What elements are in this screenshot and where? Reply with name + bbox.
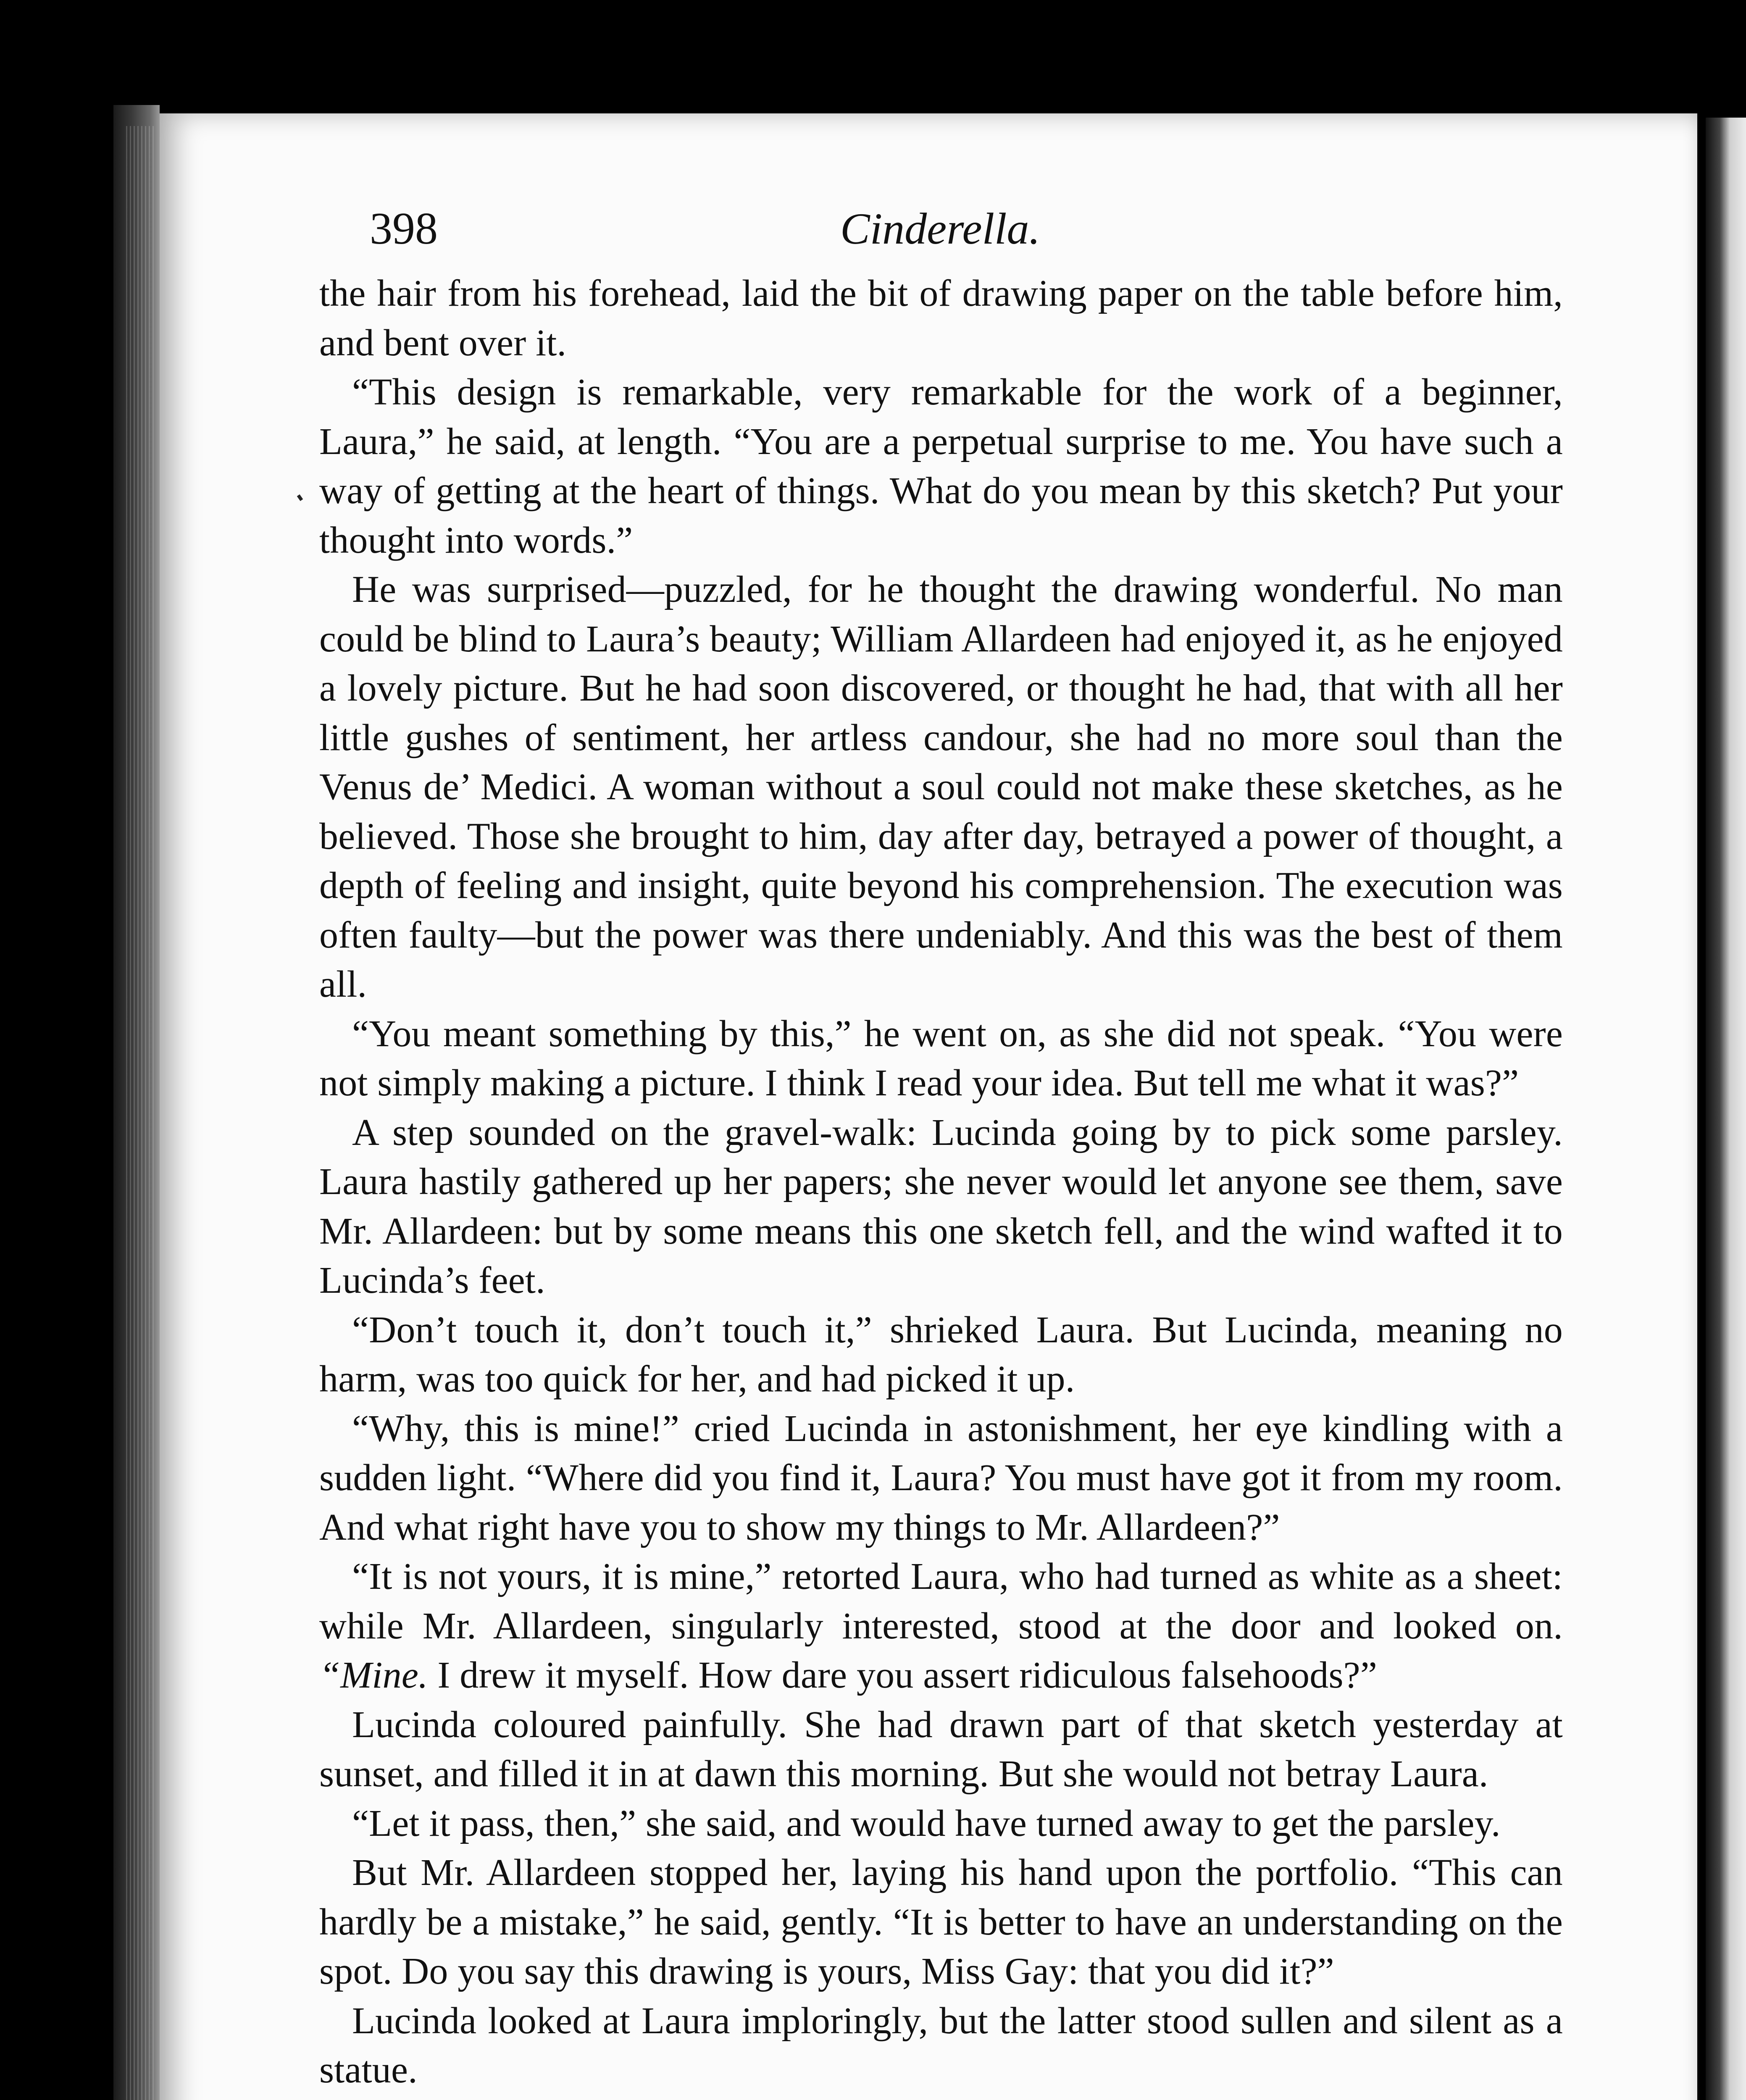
- page-edges: [126, 126, 155, 2100]
- text-run: Lucinda coloured painfully. She had drawn part of that sketch yesterday at sunset, and filled it in at dawn this morning. But she would not betray Laura.: [319, 1704, 1563, 1795]
- paragraph: [319, 1700, 1563, 1799]
- text-run: “It is not yours, it is mine,” retorted Laura, who had turned as white as a sheet: while Mr. Allardeen, singularly interested, stood at the door and looked on.: [319, 1556, 1563, 1647]
- facing-page-edge: [1706, 118, 1746, 2100]
- running-head: [370, 197, 1538, 260]
- paragraph: [319, 368, 1563, 565]
- paragraph: [319, 1848, 1563, 1996]
- text-run: “Why, this is mine!” cried Lucinda in astonishment, her eye kindling with a sudden light. “Where did you find it, Laura? You must have got it from my room. And what right have you to show my things to Mr. Allardeen?”: [319, 1407, 1563, 1548]
- text-run: “Let it pass, then,” she said, and would have turned away to get the parsley.: [352, 1802, 1501, 1844]
- paragraph: [319, 1305, 1563, 1404]
- running-title: Cinderella.: [840, 204, 1040, 253]
- page-number: 398: [370, 204, 438, 254]
- body-text: [319, 269, 1563, 2095]
- paragraph: [319, 1404, 1563, 1552]
- text-run: But Mr. Allardeen stopped her, laying his hand upon the portfolio. “This can hardly be a mistake,” he said, gently. “It is better to have an understanding on the spot. Do you say this drawing is yours, Miss Gay: that you did it?”: [319, 1852, 1563, 1992]
- paragraph: [319, 565, 1563, 1009]
- paragraph: [319, 1799, 1563, 1848]
- paragraph: [319, 1108, 1563, 1305]
- text-run: “Don’t touch it, don’t touch it,” shrieked Laura. But Lucinda, meaning no harm, was too quick for her, and had picked it up.: [319, 1309, 1563, 1400]
- text-run: Lucinda looked at Laura imploringly, but the latter stood sullen and silent as a statue.: [319, 2000, 1563, 2091]
- text-run: “This design is remarkable, very remarkable for the work of a beginner, Laura,” he said, at length. “You are a perpetual surprise to me. You have such a way of getting at the heart of things. What do you mean by this sketch? Put your thought into words.”: [319, 371, 1563, 561]
- paragraph: [319, 269, 1563, 368]
- text-run: the hair from his forehead, laid the bit of drawing paper on the table before him, and bent over it.: [319, 273, 1563, 364]
- paragraph: [319, 1996, 1563, 2095]
- paragraph: [319, 1552, 1563, 1700]
- text-run: I drew it myself. How dare you assert ridiculous falsehoods?”: [428, 1654, 1377, 1696]
- italic-text: “Mine.: [319, 1654, 428, 1696]
- text-run: “You meant something by this,” he went on, as she did not speak. “You were not simply making a picture. I think I read your idea. But tell me what it was?”: [319, 1013, 1563, 1104]
- paragraph: [319, 1009, 1563, 1108]
- text-run: A step sounded on the gravel-walk: Lucinda going by to pick some parsley. Laura hastily gathered up her papers; she never would let anyone see them, save Mr. Allardeen: but by some means this one sketch fell, and the wind wafted it to Lucinda’s feet.: [319, 1111, 1563, 1301]
- text-run: He was surprised—puzzled, for he thought the drawing wonderful. No man could be blind to Laura’s beauty; William Allardeen had enjoyed it, as he enjoyed a lovely picture. But he had soon discovered, or thought he had, that with all her little gushes of sentiment, her artless candour, she had no more soul than the Venus de’ Medici. A woman without a soul could not make these sketches, as he believed. Those she brought to him, day after day, betrayed a power of thought, a depth of feeling and insight, quite beyond his comprehension. The execution was often faulty—but the power was there undeniably. And this was the best of them all.: [319, 569, 1563, 1005]
